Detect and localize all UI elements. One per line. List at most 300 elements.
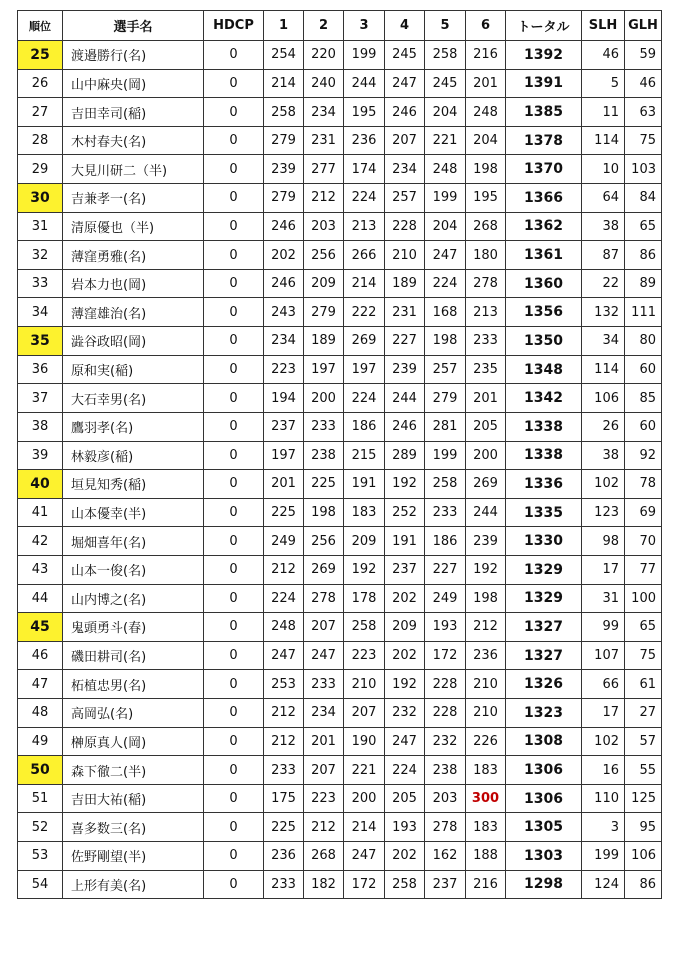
game-2-score-cell: 279: [304, 298, 344, 327]
glh-cell: 80: [625, 327, 662, 356]
glh-cell: 84: [625, 184, 662, 213]
game-1-score-cell: 249: [264, 527, 304, 556]
game-6-score-cell: 244: [466, 498, 506, 527]
game-6-score-cell: 300: [466, 784, 506, 813]
glh-cell: 92: [625, 441, 662, 470]
table-row: [18, 441, 662, 470]
slh-cell: 31: [582, 584, 625, 613]
total-cell: 1378: [506, 126, 582, 155]
header-game-6: 6: [466, 11, 506, 41]
game-6-score-cell: 278: [466, 269, 506, 298]
slh-cell: 38: [582, 441, 625, 470]
player-name-cell: 吉田幸司(稲): [63, 98, 204, 127]
slh-cell: 114: [582, 126, 625, 155]
game-3-score-cell: 209: [344, 527, 385, 556]
game-3-score-cell: 210: [344, 670, 385, 699]
game-2-score-cell: 203: [304, 212, 344, 241]
hdcp-cell: 0: [204, 784, 264, 813]
hdcp-cell: 0: [204, 527, 264, 556]
total-cell: 1356: [506, 298, 582, 327]
hdcp-cell: 0: [204, 470, 264, 499]
slh-cell: 99: [582, 613, 625, 642]
total-cell: 1329: [506, 584, 582, 613]
game-4-score-cell: 247: [385, 727, 425, 756]
game-6-score-cell: 268: [466, 212, 506, 241]
total-cell: 1360: [506, 269, 582, 298]
game-1-score-cell: 212: [264, 555, 304, 584]
hdcp-cell: 0: [204, 555, 264, 584]
game-5-score-cell: 248: [425, 155, 466, 184]
game-2-score-cell: 220: [304, 41, 344, 70]
game-3-score-cell: 223: [344, 641, 385, 670]
game-4-score-cell: 205: [385, 784, 425, 813]
glh-cell: 86: [625, 870, 662, 899]
game-6-score-cell: 236: [466, 641, 506, 670]
glh-cell: 125: [625, 784, 662, 813]
game-2-score-cell: 225: [304, 470, 344, 499]
game-5-score-cell: 281: [425, 412, 466, 441]
game-2-score-cell: 277: [304, 155, 344, 184]
glh-cell: 86: [625, 241, 662, 270]
player-name-cell: 上形有美(名): [63, 870, 204, 899]
slh-cell: 66: [582, 670, 625, 699]
slh-cell: 106: [582, 384, 625, 413]
game-6-score-cell: 239: [466, 527, 506, 556]
player-name-cell: 木村春夫(名): [63, 126, 204, 155]
header-hdcp: HDCP: [204, 11, 264, 41]
rank-cell: 36: [18, 355, 63, 384]
total-cell: 1330: [506, 527, 582, 556]
game-1-score-cell: 279: [264, 184, 304, 213]
rank-cell: 37: [18, 384, 63, 413]
results-table: [17, 10, 662, 899]
glh-cell: 59: [625, 41, 662, 70]
table-row: [18, 184, 662, 213]
game-3-score-cell: 236: [344, 126, 385, 155]
glh-cell: 61: [625, 670, 662, 699]
game-6-score-cell: 233: [466, 327, 506, 356]
rank-cell: 35: [18, 327, 63, 356]
hdcp-cell: 0: [204, 355, 264, 384]
rank-cell: 31: [18, 212, 63, 241]
game-2-score-cell: 269: [304, 555, 344, 584]
slh-cell: 16: [582, 756, 625, 785]
total-cell: 1350: [506, 327, 582, 356]
total-cell: 1348: [506, 355, 582, 384]
rank-cell: 29: [18, 155, 63, 184]
game-6-score-cell: 248: [466, 98, 506, 127]
game-6-score-cell: 210: [466, 699, 506, 728]
header-name: 選手名: [63, 11, 204, 41]
rank-cell: 53: [18, 842, 63, 871]
table-row: [18, 69, 662, 98]
player-name-cell: 大見川研二（半): [63, 155, 204, 184]
player-name-cell: 薄窪勇雅(名): [63, 241, 204, 270]
game-3-score-cell: 247: [344, 842, 385, 871]
game-2-score-cell: 223: [304, 784, 344, 813]
game-4-score-cell: 193: [385, 813, 425, 842]
player-name-cell: 佐野剛望(半): [63, 842, 204, 871]
game-4-score-cell: 202: [385, 641, 425, 670]
game-3-score-cell: 172: [344, 870, 385, 899]
player-name-cell: 渡邉勝行(名): [63, 41, 204, 70]
player-name-cell: 原和実(稲): [63, 355, 204, 384]
game-3-score-cell: 266: [344, 241, 385, 270]
hdcp-cell: 0: [204, 98, 264, 127]
rank-cell: 30: [18, 184, 63, 213]
rank-cell: 41: [18, 498, 63, 527]
game-3-score-cell: 258: [344, 613, 385, 642]
game-4-score-cell: 237: [385, 555, 425, 584]
game-6-score-cell: 200: [466, 441, 506, 470]
game-1-score-cell: 239: [264, 155, 304, 184]
table-row: [18, 384, 662, 413]
game-3-score-cell: 192: [344, 555, 385, 584]
header-glh: GLH: [625, 11, 662, 41]
total-cell: 1392: [506, 41, 582, 70]
header-game-2: 2: [304, 11, 344, 41]
hdcp-cell: 0: [204, 41, 264, 70]
game-1-score-cell: 236: [264, 842, 304, 871]
game-2-score-cell: 247: [304, 641, 344, 670]
slh-cell: 17: [582, 699, 625, 728]
glh-cell: 27: [625, 699, 662, 728]
total-cell: 1391: [506, 69, 582, 98]
rank-cell: 52: [18, 813, 63, 842]
table-header: [18, 11, 662, 41]
hdcp-cell: 0: [204, 842, 264, 871]
hdcp-cell: 0: [204, 69, 264, 98]
game-6-score-cell: 205: [466, 412, 506, 441]
header-game-3: 3: [344, 11, 385, 41]
total-cell: 1342: [506, 384, 582, 413]
game-1-score-cell: 175: [264, 784, 304, 813]
player-name-cell: 吉田大祐(稲): [63, 784, 204, 813]
game-6-score-cell: 226: [466, 727, 506, 756]
table-row: [18, 727, 662, 756]
game-4-score-cell: 289: [385, 441, 425, 470]
player-name-cell: 鷹羽孝(名): [63, 412, 204, 441]
total-cell: 1366: [506, 184, 582, 213]
game-1-score-cell: 243: [264, 298, 304, 327]
game-6-score-cell: 210: [466, 670, 506, 699]
rank-cell: 26: [18, 69, 63, 98]
game-5-score-cell: 257: [425, 355, 466, 384]
slh-cell: 10: [582, 155, 625, 184]
player-name-cell: 磯田耕司(名): [63, 641, 204, 670]
rank-cell: 44: [18, 584, 63, 613]
rank-cell: 46: [18, 641, 63, 670]
table-row: [18, 298, 662, 327]
game-5-score-cell: 198: [425, 327, 466, 356]
game-1-score-cell: 223: [264, 355, 304, 384]
game-4-score-cell: 244: [385, 384, 425, 413]
game-5-score-cell: 238: [425, 756, 466, 785]
game-1-score-cell: 233: [264, 756, 304, 785]
game-4-score-cell: 234: [385, 155, 425, 184]
game-1-score-cell: 246: [264, 269, 304, 298]
game-2-score-cell: 234: [304, 98, 344, 127]
player-name-cell: 清原優也（半): [63, 212, 204, 241]
game-5-score-cell: 249: [425, 584, 466, 613]
player-name-cell: 垣見知秀(稲): [63, 470, 204, 499]
game-5-score-cell: 203: [425, 784, 466, 813]
table-row: [18, 327, 662, 356]
table-row: [18, 842, 662, 871]
glh-cell: 77: [625, 555, 662, 584]
game-1-score-cell: 234: [264, 327, 304, 356]
table-row: [18, 756, 662, 785]
game-4-score-cell: 202: [385, 584, 425, 613]
rank-cell: 39: [18, 441, 63, 470]
total-cell: 1306: [506, 784, 582, 813]
slh-cell: 34: [582, 327, 625, 356]
hdcp-cell: 0: [204, 184, 264, 213]
player-name-cell: 森下徹二(半): [63, 756, 204, 785]
game-3-score-cell: 207: [344, 699, 385, 728]
game-6-score-cell: 269: [466, 470, 506, 499]
hdcp-cell: 0: [204, 641, 264, 670]
game-1-score-cell: 212: [264, 727, 304, 756]
glh-cell: 63: [625, 98, 662, 127]
game-6-score-cell: 198: [466, 155, 506, 184]
slh-cell: 11: [582, 98, 625, 127]
game-4-score-cell: 258: [385, 870, 425, 899]
total-cell: 1327: [506, 613, 582, 642]
game-1-score-cell: 247: [264, 641, 304, 670]
game-4-score-cell: 231: [385, 298, 425, 327]
player-name-cell: 堀畑喜年(名): [63, 527, 204, 556]
slh-cell: 114: [582, 355, 625, 384]
table-row: [18, 498, 662, 527]
game-6-score-cell: 192: [466, 555, 506, 584]
game-3-score-cell: 174: [344, 155, 385, 184]
game-5-score-cell: 221: [425, 126, 466, 155]
game-3-score-cell: 191: [344, 470, 385, 499]
hdcp-cell: 0: [204, 813, 264, 842]
game-2-score-cell: 231: [304, 126, 344, 155]
game-6-score-cell: 216: [466, 41, 506, 70]
glh-cell: 57: [625, 727, 662, 756]
player-name-cell: 榊原真人(岡): [63, 727, 204, 756]
game-1-score-cell: 237: [264, 412, 304, 441]
table-row: [18, 241, 662, 270]
slh-cell: 110: [582, 784, 625, 813]
table-row: [18, 584, 662, 613]
rank-cell: 49: [18, 727, 63, 756]
game-2-score-cell: 233: [304, 670, 344, 699]
game-2-score-cell: 197: [304, 355, 344, 384]
game-4-score-cell: 192: [385, 470, 425, 499]
total-cell: 1306: [506, 756, 582, 785]
game-3-score-cell: 183: [344, 498, 385, 527]
player-name-cell: 柘植忠男(名): [63, 670, 204, 699]
game-4-score-cell: 207: [385, 126, 425, 155]
glh-cell: 70: [625, 527, 662, 556]
hdcp-cell: 0: [204, 584, 264, 613]
game-3-score-cell: 178: [344, 584, 385, 613]
game-5-score-cell: 247: [425, 241, 466, 270]
slh-cell: 46: [582, 41, 625, 70]
hdcp-cell: 0: [204, 241, 264, 270]
glh-cell: 46: [625, 69, 662, 98]
game-1-score-cell: 258: [264, 98, 304, 127]
total-cell: 1336: [506, 470, 582, 499]
total-cell: 1305: [506, 813, 582, 842]
player-name-cell: 岩本力也(岡): [63, 269, 204, 298]
slh-cell: 107: [582, 641, 625, 670]
game-3-score-cell: 244: [344, 69, 385, 98]
game-2-score-cell: 238: [304, 441, 344, 470]
table-row: [18, 269, 662, 298]
game-4-score-cell: 202: [385, 842, 425, 871]
game-2-score-cell: 189: [304, 327, 344, 356]
game-2-score-cell: 198: [304, 498, 344, 527]
table-row: [18, 555, 662, 584]
total-cell: 1323: [506, 699, 582, 728]
game-6-score-cell: 213: [466, 298, 506, 327]
game-2-score-cell: 212: [304, 184, 344, 213]
table-body: [18, 41, 662, 899]
game-5-score-cell: 172: [425, 641, 466, 670]
game-1-score-cell: 201: [264, 470, 304, 499]
game-3-score-cell: 200: [344, 784, 385, 813]
slh-cell: 22: [582, 269, 625, 298]
game-1-score-cell: 233: [264, 870, 304, 899]
game-4-score-cell: 209: [385, 613, 425, 642]
table-row: [18, 470, 662, 499]
game-5-score-cell: 258: [425, 470, 466, 499]
hdcp-cell: 0: [204, 870, 264, 899]
total-cell: 1326: [506, 670, 582, 699]
slh-cell: 26: [582, 412, 625, 441]
slh-cell: 98: [582, 527, 625, 556]
player-name-cell: 大石幸男(名): [63, 384, 204, 413]
table-row: [18, 870, 662, 899]
game-6-score-cell: 201: [466, 384, 506, 413]
header-game-5: 5: [425, 11, 466, 41]
player-name-cell: 喜多数三(名): [63, 813, 204, 842]
game-4-score-cell: 210: [385, 241, 425, 270]
slh-cell: 87: [582, 241, 625, 270]
game-5-score-cell: 228: [425, 699, 466, 728]
hdcp-cell: 0: [204, 298, 264, 327]
game-3-score-cell: 224: [344, 384, 385, 413]
rank-cell: 27: [18, 98, 63, 127]
header-game-4: 4: [385, 11, 425, 41]
game-5-score-cell: 204: [425, 212, 466, 241]
total-cell: 1298: [506, 870, 582, 899]
slh-cell: 3: [582, 813, 625, 842]
glh-cell: 95: [625, 813, 662, 842]
slh-cell: 5: [582, 69, 625, 98]
game-5-score-cell: 186: [425, 527, 466, 556]
table-row: [18, 98, 662, 127]
game-5-score-cell: 227: [425, 555, 466, 584]
game-5-score-cell: 199: [425, 441, 466, 470]
player-name-cell: 澁谷政昭(岡): [63, 327, 204, 356]
hdcp-cell: 0: [204, 670, 264, 699]
game-5-score-cell: 279: [425, 384, 466, 413]
slh-cell: 124: [582, 870, 625, 899]
game-5-score-cell: 245: [425, 69, 466, 98]
rank-cell: 50: [18, 756, 63, 785]
game-3-score-cell: 199: [344, 41, 385, 70]
hdcp-cell: 0: [204, 155, 264, 184]
game-2-score-cell: 278: [304, 584, 344, 613]
total-cell: 1361: [506, 241, 582, 270]
hdcp-cell: 0: [204, 756, 264, 785]
glh-cell: 85: [625, 384, 662, 413]
game-4-score-cell: 257: [385, 184, 425, 213]
total-cell: 1338: [506, 441, 582, 470]
game-3-score-cell: 214: [344, 269, 385, 298]
game-1-score-cell: 253: [264, 670, 304, 699]
game-2-score-cell: 207: [304, 613, 344, 642]
table-row: [18, 126, 662, 155]
rank-cell: 42: [18, 527, 63, 556]
game-4-score-cell: 232: [385, 699, 425, 728]
game-4-score-cell: 228: [385, 212, 425, 241]
total-cell: 1338: [506, 412, 582, 441]
table-row: [18, 784, 662, 813]
hdcp-cell: 0: [204, 699, 264, 728]
game-4-score-cell: 224: [385, 756, 425, 785]
game-1-score-cell: 225: [264, 498, 304, 527]
game-1-score-cell: 214: [264, 69, 304, 98]
game-1-score-cell: 197: [264, 441, 304, 470]
table-row: [18, 212, 662, 241]
total-cell: 1362: [506, 212, 582, 241]
game-2-score-cell: 268: [304, 842, 344, 871]
player-name-cell: 山内博之(名): [63, 584, 204, 613]
hdcp-cell: 0: [204, 498, 264, 527]
game-2-score-cell: 233: [304, 412, 344, 441]
game-6-score-cell: 188: [466, 842, 506, 871]
game-3-score-cell: 186: [344, 412, 385, 441]
rank-cell: 40: [18, 470, 63, 499]
hdcp-cell: 0: [204, 613, 264, 642]
rank-cell: 33: [18, 269, 63, 298]
hdcp-cell: 0: [204, 269, 264, 298]
game-2-score-cell: 200: [304, 384, 344, 413]
header-rank: 順位: [18, 11, 63, 41]
header-total: トータル: [506, 11, 582, 41]
game-5-score-cell: 237: [425, 870, 466, 899]
game-4-score-cell: 189: [385, 269, 425, 298]
hdcp-cell: 0: [204, 441, 264, 470]
game-1-score-cell: 194: [264, 384, 304, 413]
rank-cell: 43: [18, 555, 63, 584]
rank-cell: 51: [18, 784, 63, 813]
player-name-cell: 山本優幸(半): [63, 498, 204, 527]
game-3-score-cell: 221: [344, 756, 385, 785]
game-2-score-cell: 207: [304, 756, 344, 785]
game-1-score-cell: 225: [264, 813, 304, 842]
game-5-score-cell: 278: [425, 813, 466, 842]
player-name-cell: 山中麻央(岡): [63, 69, 204, 98]
game-3-score-cell: 190: [344, 727, 385, 756]
slh-cell: 102: [582, 470, 625, 499]
glh-cell: 75: [625, 641, 662, 670]
game-4-score-cell: 246: [385, 98, 425, 127]
game-4-score-cell: 239: [385, 355, 425, 384]
game-2-score-cell: 209: [304, 269, 344, 298]
game-5-score-cell: 168: [425, 298, 466, 327]
hdcp-cell: 0: [204, 126, 264, 155]
table-row: [18, 155, 662, 184]
game-4-score-cell: 227: [385, 327, 425, 356]
